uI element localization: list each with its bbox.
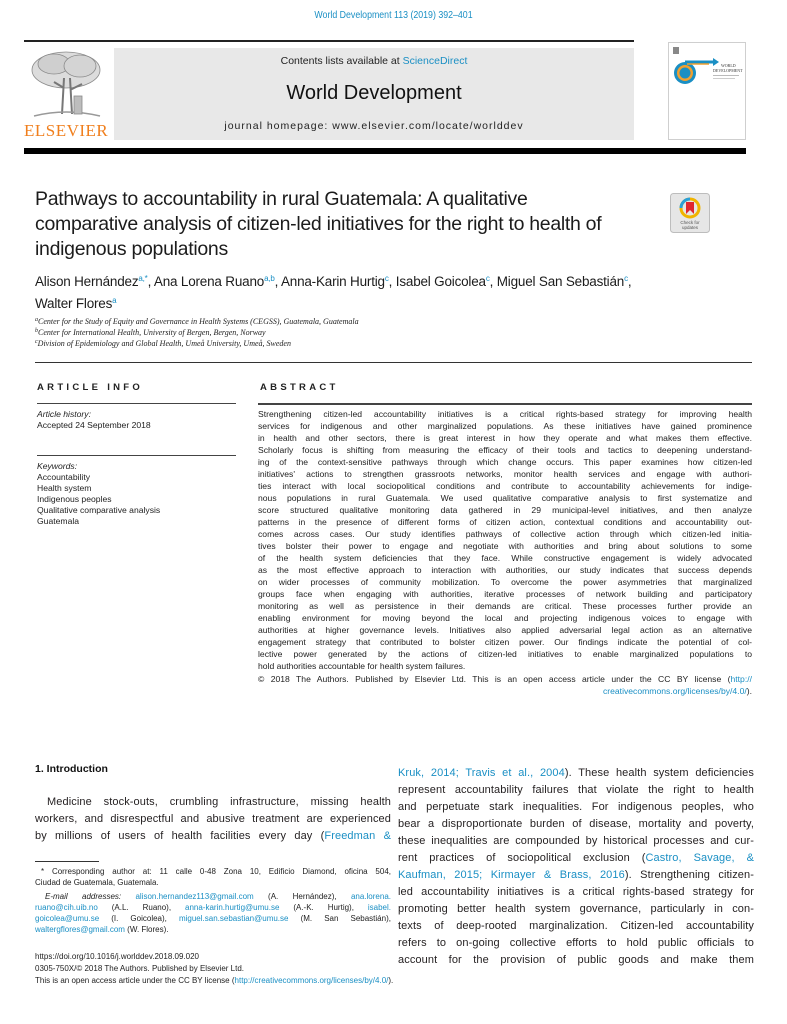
author-affiliation-mark[interactable]: c bbox=[485, 274, 490, 283]
intro-line bbox=[398, 765, 754, 782]
email-owner: (W. Flores). bbox=[127, 925, 169, 934]
author[interactable] bbox=[281, 274, 389, 289]
email-link[interactable]: alison.hernandez113@gmail.com bbox=[135, 892, 254, 901]
affiliation-mark: a bbox=[35, 317, 38, 323]
intro-line: represent accountability failures that violate the right to health bbox=[398, 784, 754, 796]
journal-cover-icon bbox=[669, 43, 745, 139]
abstract-line: nous populations in rural Guatemala. We used qualitative comparative analysis to first systematize and bbox=[258, 493, 752, 503]
keywords-label: Keywords: bbox=[37, 461, 78, 471]
author-name[interactable]: Anna-Karin Hurtig bbox=[280, 274, 385, 289]
issn-line: 0305-750X/© 2018 The Authors. Published by Elsevier Ltd. bbox=[35, 964, 244, 973]
abstract-line: enabling environment for moving beyond the local and projecting indigenous voices to engage with bbox=[258, 613, 752, 623]
license-link-part1[interactable]: http:// bbox=[730, 674, 752, 684]
abstract-line: score structured qualitative monitoring data gathered in 29 municipal-level initiatives, and then analyze bbox=[258, 505, 752, 515]
intro-line: texts of deep-rooted marginalization. Citizen-led accountability bbox=[398, 920, 754, 932]
running-head[interactable]: World Development 113 (2019) 392–401 bbox=[314, 10, 473, 21]
author-affiliation-mark[interactable]: c bbox=[624, 274, 628, 283]
copyright-line bbox=[258, 673, 752, 685]
email-link[interactable]: waltergflores@gmail.com bbox=[35, 925, 125, 934]
email-link[interactable]: miguel.san.sebastian@umu.se bbox=[178, 914, 289, 923]
section-heading-introduction: 1. Introduction bbox=[35, 763, 108, 775]
author-name[interactable]: Walter Flores bbox=[35, 296, 113, 311]
masthead-top-rule bbox=[24, 40, 634, 42]
footnote-rule bbox=[35, 861, 99, 862]
email-link[interactable]: goicolea@umu.se bbox=[35, 914, 100, 923]
abstract-line: engagement strategy that contributed to bolster citizen power. Our findings indicate the potential of col- bbox=[258, 637, 752, 647]
journal-title: World Development bbox=[286, 82, 462, 104]
affiliation bbox=[35, 339, 291, 348]
license-link-part2[interactable]: creativecommons.org/licenses/by/4.0/ bbox=[602, 686, 747, 696]
keyword[interactable]: Indigenous peoples bbox=[37, 494, 112, 504]
article-info-rule bbox=[37, 403, 236, 404]
abstract-line: tives bolster their power to engage and negotiate with authorities and bring about solutions to some bbox=[258, 541, 752, 551]
corresponding-author-line: * Corresponding author at: 11 calle 0-48 Zona 10, Edificio Diamond, oficina 504, bbox=[41, 867, 391, 876]
intro-line: led accountability initiatives is a critical rights-based strategy for bbox=[398, 886, 754, 898]
abstract-line: lective power generated by the actions of citizen-led initiatives to enable marginalized populations to bbox=[258, 649, 752, 659]
email-link[interactable]: ana.lorena. bbox=[350, 892, 391, 901]
citation-link[interactable]: Kruk, 2014; Travis et al., 2004 bbox=[398, 767, 565, 779]
email-link[interactable]: isabel. bbox=[367, 903, 391, 912]
email-line bbox=[35, 902, 391, 913]
crossmark-label-1: Check for bbox=[680, 220, 700, 225]
author[interactable] bbox=[396, 274, 490, 289]
author-affiliation-mark[interactable]: a,b bbox=[264, 274, 275, 283]
affiliation bbox=[35, 328, 266, 337]
license-link[interactable]: http://creativecommons.org/licenses/by/4.0/ bbox=[234, 976, 389, 985]
cover-title-line1: WORLD bbox=[721, 63, 736, 68]
author-separator: , bbox=[147, 274, 154, 289]
article-history-label: Article history: bbox=[37, 409, 91, 419]
abstract-line: hold authorities accountable for health system failures. bbox=[258, 661, 466, 671]
affiliation-divider bbox=[35, 362, 752, 363]
doi-link[interactable]: https://doi.org/10.1016/j.worlddev.2018.09.020 bbox=[35, 952, 199, 961]
email-owner: (M. San Sebastián), bbox=[300, 914, 391, 923]
author-affiliation-mark[interactable]: a,* bbox=[138, 274, 148, 283]
contents-prefix: Contents lists available at bbox=[280, 55, 403, 67]
email-link[interactable]: anna-karin.hurtig@umu.se bbox=[185, 903, 280, 912]
intro-line: account for the provision of public goods and make them bbox=[398, 954, 754, 966]
affiliation-text: Division of Epidemiology and Global Health, Umeå University, Umeå, Sweden bbox=[37, 339, 291, 348]
corresponding-author-line: Ciudad de Guatemala, Guatemala. bbox=[35, 878, 159, 887]
abstract-line: Strengthening citizen-led accountability initiatives is a critical rights-based strategy for improving health bbox=[258, 409, 752, 419]
contents-line bbox=[114, 55, 634, 67]
abstract-line: services for indigenous and other marginalized populations. As these initiatives have gained prominence bbox=[258, 421, 752, 431]
title-line: Pathways to accountability in rural Guatemala: A qualitative bbox=[35, 188, 528, 210]
keyword[interactable]: Health system bbox=[37, 483, 92, 493]
abstract-line: on wider processes of community mobilization. To overcome the power asymmetries that marginalized bbox=[258, 577, 752, 587]
author[interactable] bbox=[35, 296, 116, 311]
author-separator: , bbox=[274, 274, 281, 289]
abstract-line: groups face when engaging with authorities, iterative processes of network building and participatory bbox=[258, 589, 752, 599]
cover-title-line2: DEVELOPMENT bbox=[713, 68, 743, 73]
email-line bbox=[35, 924, 391, 935]
abstract-line: ties interact with local sociopolitical conditions and contribute to accountability achievements for indige- bbox=[258, 481, 752, 491]
author-name[interactable]: Isabel Goicolea bbox=[395, 274, 486, 289]
crossmark-label-2: updates bbox=[681, 225, 699, 230]
abstract-heading: ABSTRACT bbox=[260, 382, 339, 393]
accepted-date: Accepted 24 September 2018 bbox=[37, 420, 151, 430]
abstract-line: of the health system deficiencies that they face. While constructive engagement is widely advocated bbox=[258, 553, 752, 563]
journal-header-box bbox=[114, 48, 634, 140]
email-owner: (A.-K. Hurtig), bbox=[293, 903, 354, 912]
sciencedirect-link[interactable]: ScienceDirect bbox=[402, 55, 468, 67]
author-affiliation-mark[interactable]: c bbox=[384, 274, 389, 283]
license-text: This is an open access article under the CC BY license ( bbox=[35, 976, 235, 985]
affiliation-mark: b bbox=[35, 328, 38, 334]
author[interactable] bbox=[497, 274, 628, 289]
author-separator: , bbox=[388, 274, 396, 289]
license-end: ). bbox=[388, 976, 394, 985]
email-owner: (A. Hernández), bbox=[268, 892, 337, 901]
intro-line: promoting better health system governance, particularly in con- bbox=[398, 903, 754, 915]
email-line bbox=[35, 891, 391, 902]
abstract-line: as the most effective approach to interaction with authorities, our study indicates that success depends bbox=[258, 565, 752, 575]
intro-line: workers, and disrespectful and abusive treatment are experienced bbox=[35, 813, 391, 825]
journal-cover-thumbnail[interactable] bbox=[668, 42, 746, 140]
intro-line bbox=[35, 828, 391, 845]
abstract-line: in health and other sectors, there is great interest in how they operate and what makes them effective. bbox=[258, 433, 752, 443]
copyright-text: © 2018 The Authors. Published by Elsevier Ltd. This is an open access article under the CC BY license ( bbox=[258, 674, 731, 684]
abstract-rule bbox=[258, 403, 752, 405]
journal-homepage bbox=[114, 120, 634, 132]
abstract-line: monitoring as well as persistence in their demands are critical. These processes further provide an bbox=[258, 601, 752, 611]
keyword[interactable]: Guatemala bbox=[37, 516, 80, 526]
keyword[interactable]: Accountability bbox=[37, 472, 91, 482]
crossmark-icon bbox=[670, 193, 710, 233]
intro-line bbox=[398, 850, 754, 867]
intro-line: refers to on-going collective efforts to hold public officials to bbox=[398, 937, 754, 949]
title-line: indigenous populations bbox=[35, 238, 228, 260]
author[interactable] bbox=[35, 274, 148, 289]
affiliation-text: Center for the Study of Equity and Governance in Health Systems (CEGSS), Guatemala, Guatemala bbox=[38, 317, 359, 326]
author[interactable] bbox=[154, 274, 275, 289]
intro-line: bear a disproportionate burden of disease, mortality and poverty, bbox=[398, 818, 754, 830]
abstract-line: comes across cases. Our study identifies pathways of collective action through which citizen-led initia- bbox=[258, 529, 752, 539]
masthead-bottom-rule bbox=[24, 148, 746, 154]
intro-text: by millions of users of health facilities every day ( bbox=[35, 830, 325, 842]
intro-text: ). These health system deficiencies bbox=[564, 767, 754, 779]
abstract-line: patterns in the presence of different forms of citizen action, contextual conditions and accountability out- bbox=[258, 517, 752, 527]
article-title bbox=[35, 187, 655, 262]
intro-text: ). Strengthening citizen- bbox=[624, 869, 754, 881]
affiliation-mark: c bbox=[35, 339, 38, 345]
citation-link[interactable]: Kaufman, 2015; Kirmayer & Brass, 2016 bbox=[398, 869, 625, 881]
title-line: comparative analysis of citizen-led initiatives for the right to health of bbox=[35, 213, 602, 235]
elsevier-tree-icon bbox=[24, 48, 108, 122]
author-separator: , bbox=[627, 274, 632, 289]
intro-line: these inequalities are compounded by historical processes and cur- bbox=[398, 835, 754, 847]
author-name[interactable]: Miguel San Sebastián bbox=[496, 274, 625, 289]
abstract-line: ing of the context-sensitive pathways through which change occurs. This paper examines how citizen-led bbox=[258, 457, 752, 467]
abstract-line: initiatives' actions to strengthen grassroots networks, monitor health services and engage with authori- bbox=[258, 469, 752, 479]
elsevier-wordmark: ELSEVIER bbox=[24, 121, 109, 140]
author-list bbox=[35, 269, 765, 313]
copyright-line-2 bbox=[258, 685, 752, 697]
copyright-end: ). bbox=[746, 686, 752, 696]
intro-line: and perpetuate stark inequalities. For indigenous peoples, who bbox=[398, 801, 754, 813]
email-owner: (I. Goicolea), bbox=[111, 914, 167, 923]
email-line bbox=[35, 913, 391, 924]
homepage-prefix: journal homepage: bbox=[224, 120, 333, 132]
keyword[interactable]: Qualitative comparative analysis bbox=[37, 505, 161, 515]
intro-line bbox=[398, 867, 754, 884]
email-label: E-mail addresses: bbox=[45, 892, 122, 901]
keywords-rule bbox=[37, 455, 236, 456]
check-for-updates-button[interactable] bbox=[670, 193, 710, 233]
email-link[interactable]: ruano@cih.uib.no bbox=[35, 903, 98, 912]
citation-link[interactable]: Freedman & bbox=[324, 830, 391, 842]
license-line bbox=[35, 975, 393, 986]
intro-text: rent practices of sociopolitical exclusion ( bbox=[398, 852, 646, 864]
elsevier-logo[interactable] bbox=[24, 48, 108, 140]
affiliation-text: Center for International Health, University of Bergen, Bergen, Norway bbox=[38, 328, 266, 337]
author-name[interactable]: Ana Lorena Ruano bbox=[153, 274, 265, 289]
citation-link[interactable]: Castro, Savage, & bbox=[645, 852, 754, 864]
abstract-line: authorities at higher governance levels. Initiatives also applied adversarial legal action as an alternative bbox=[258, 625, 752, 635]
affiliation bbox=[35, 317, 359, 326]
author-affiliation-mark[interactable]: a bbox=[112, 296, 117, 305]
author-separator: , bbox=[489, 274, 497, 289]
article-info-heading: ARTICLE INFO bbox=[37, 382, 144, 393]
author-name[interactable]: Alison Hernández bbox=[35, 274, 139, 289]
abstract-line: Scholarly focus is shifting from measuring the efficacy of their tools and tactics to deepening understand- bbox=[258, 445, 752, 455]
email-owner: (A.L. Ruano), bbox=[111, 903, 172, 912]
homepage-link[interactable]: www.elsevier.com/locate/worlddev bbox=[332, 120, 524, 132]
intro-line: Medicine stock-outs, crumbling infrastructure, missing health bbox=[47, 796, 391, 808]
